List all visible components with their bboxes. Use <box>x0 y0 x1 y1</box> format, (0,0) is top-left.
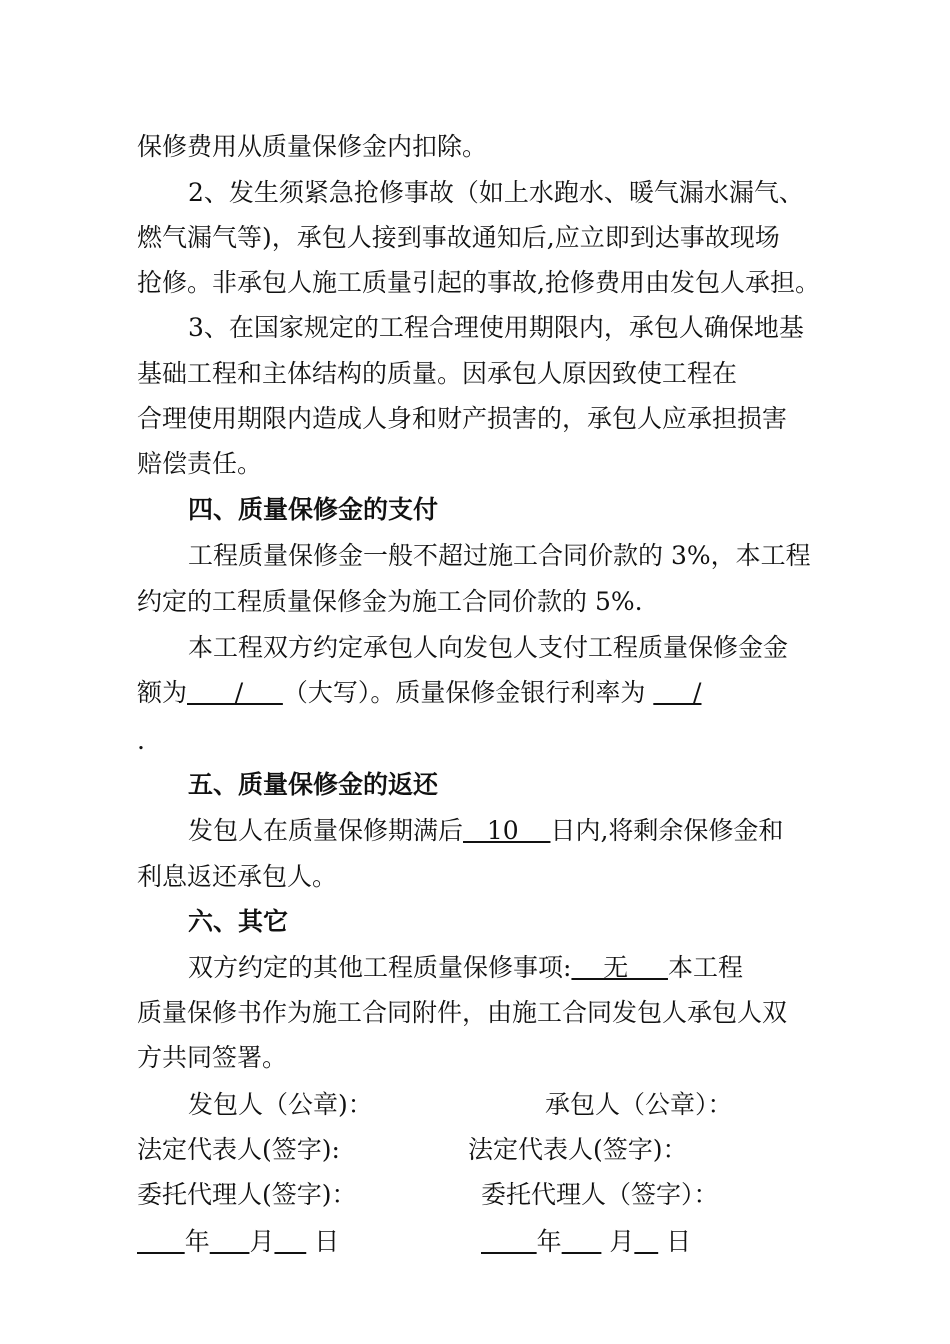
signature-left-rep: 法定代表人(签字): <box>137 1135 340 1164</box>
paragraph-line: 合理使用期限内造成人身和财产损害的，承包人应承担损害 <box>137 404 788 433</box>
other-matters-blank: 无 <box>571 953 668 982</box>
year-blank <box>137 1227 185 1256</box>
paragraph-line: 质量保修书作为施工合同附件，由施工合同发包人承包人双 <box>137 998 788 1027</box>
paragraph-line: 发包人在质量保修期满后 10 日内,将剩余保修金和 <box>188 816 784 845</box>
paragraph-line: 燃气漏气等)，承包人接到事故通知后,应立即到达事故现场 <box>137 223 780 252</box>
paragraph-line: 保修费用从质量保修金内扣除。 <box>137 132 488 161</box>
signature-left-agent: 委托代理人(签字)： <box>137 1180 357 1209</box>
paragraph-line: 抢修。非承包人施工质量引起的事故,抢修费用由发包人承担。 <box>137 268 820 297</box>
days-blank: 10 <box>463 816 551 845</box>
month-blank <box>562 1227 602 1256</box>
signature-right-date: 年 月 日 <box>481 1227 691 1257</box>
paragraph-line: 利息返还承包人。 <box>137 862 338 891</box>
year-blank <box>481 1227 537 1256</box>
paragraph-line: 赔偿责任。 <box>137 449 263 478</box>
paragraph-line: 双方约定的其他工程质量保修事项: 无 本工程 <box>188 953 743 982</box>
paragraph-line: 工程质量保修金一般不超过施工合同价款的 3%，本工程 <box>188 541 811 570</box>
signature-right-party: 承包人（公章）： <box>545 1090 733 1119</box>
paragraph-line: 方共同签署。 <box>137 1043 288 1072</box>
section-heading: 五、质量保修金的返还 <box>188 770 439 799</box>
paragraph-line: 约定的工程质量保修金为施工合同价款的 5%. <box>137 587 643 616</box>
signature-right-rep: 法定代表人(签字)： <box>468 1135 688 1164</box>
month-blank <box>210 1227 250 1256</box>
paragraph-line: 2、发生须紧急抢修事故（如上水跑水、暖气漏水漏气、 <box>188 178 804 207</box>
day-blank <box>634 1227 658 1256</box>
paragraph-line: 3、在国家规定的工程合理使用期限内，承包人确保地基 <box>188 313 804 342</box>
signature-left-date: 年 月 日 <box>137 1227 339 1257</box>
interest-rate-blank: / <box>653 678 702 707</box>
amount-blank: / <box>187 678 283 707</box>
paragraph-line: 额为 / （大写）。质量保修金银行利率为 / <box>137 678 702 707</box>
section-heading: 四、质量保修金的支付 <box>188 495 439 524</box>
signature-left-party: 发包人（公章)： <box>188 1090 373 1119</box>
paragraph-line: 基础工程和主体结构的质量。因承包人原因致使工程在 <box>137 359 738 388</box>
section-heading: 六、其它 <box>188 907 289 936</box>
paragraph-line: 本工程双方约定承包人向发包人支付工程质量保修金金 <box>188 633 789 662</box>
day-blank <box>274 1227 306 1256</box>
paragraph-line: . <box>137 726 145 755</box>
signature-right-agent: 委托代理人（签字）： <box>481 1180 719 1209</box>
